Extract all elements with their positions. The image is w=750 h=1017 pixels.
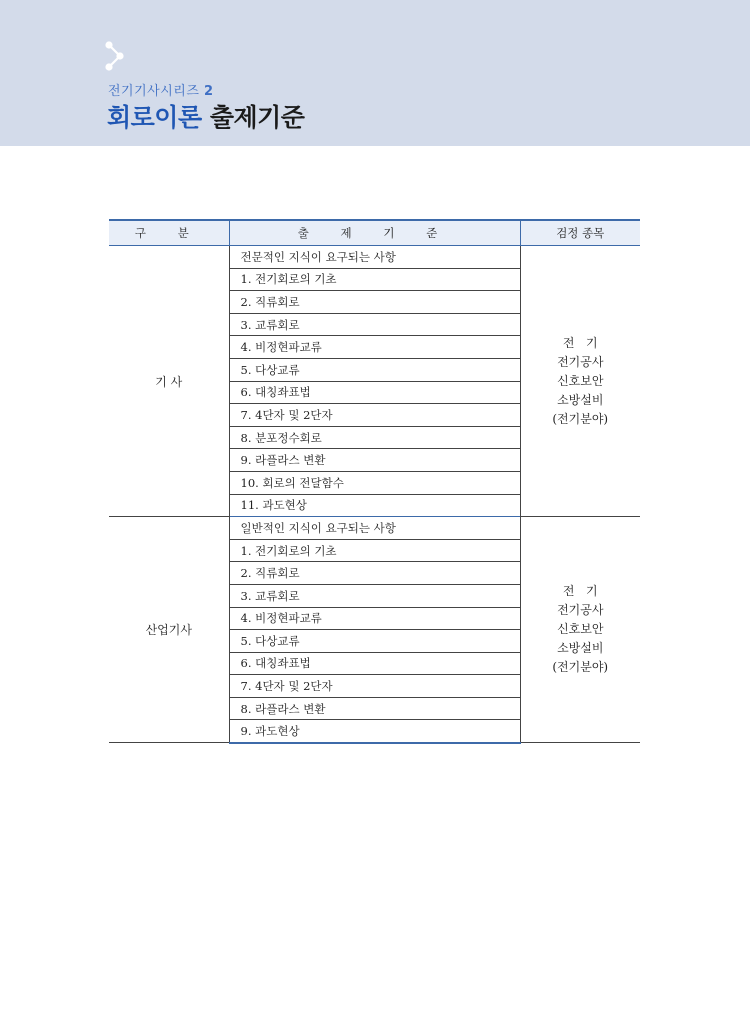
criteria-item: 4. 비정현파교류 (229, 336, 520, 359)
column-header-subjects: 검정 종목 (520, 220, 640, 246)
page-title (107, 98, 304, 134)
share-icon (104, 40, 126, 72)
subject-line: 전 기 (562, 335, 598, 350)
column-header-category: 구 분 (109, 220, 229, 246)
criteria-item: 9. 과도현상 (229, 720, 520, 743)
criteria-item: 8. 분포정수회로 (229, 426, 520, 449)
criteria-item: 2. 직류회로 (229, 291, 520, 314)
subjects-cell (520, 246, 640, 517)
series-name: 전기기사시리즈 (108, 84, 200, 99)
category-label: 기 사 (155, 374, 183, 389)
subject-line: 소방설비 (557, 641, 604, 656)
criteria-item: 4. 비정현파교류 (229, 607, 520, 630)
criteria-item: 11. 과도현상 (229, 494, 520, 517)
subject-line: 전기공사 (557, 354, 604, 369)
title-accent: 회로이론 (107, 103, 202, 132)
criteria-item: 7. 4단자 및 2단자 (229, 404, 520, 427)
criteria-lead: 전문적인 지식이 요구되는 사항 (229, 246, 520, 269)
criteria-item: 1. 전기회로의 기초 (229, 268, 520, 291)
criteria-item: 6. 대칭좌표법 (229, 652, 520, 675)
criteria-item: 7. 4단자 및 2단자 (229, 675, 520, 698)
column-header-criteria: 출 제 기 준 (229, 220, 520, 246)
subject-line: 전기공사 (557, 603, 604, 618)
table-row (109, 246, 640, 269)
criteria-lead: 일반적인 지식이 요구되는 사항 (229, 517, 520, 540)
criteria-item: 3. 교류회로 (229, 313, 520, 336)
criteria-item: 9. 라플라스 변환 (229, 449, 520, 472)
series-number: 2 (204, 84, 214, 99)
table-row (109, 517, 640, 540)
category-cell (109, 517, 229, 743)
subject-line: (전기분야) (552, 660, 609, 675)
criteria-item: 1. 전기회로의 기초 (229, 539, 520, 562)
title-rest: 출제기준 (209, 103, 305, 132)
series-label (108, 80, 214, 99)
category-label: 산업기사 (145, 623, 192, 638)
table-header-row (109, 220, 640, 246)
subjects-cell (520, 517, 640, 743)
subject-line: (전기분야) (552, 411, 609, 426)
subject-line: 전 기 (562, 584, 598, 599)
criteria-item: 3. 교류회로 (229, 584, 520, 607)
criteria-item: 6. 대칭좌표법 (229, 381, 520, 404)
criteria-item: 5. 다상교류 (229, 358, 520, 381)
subject-line: 소방설비 (557, 392, 604, 407)
criteria-item: 5. 다상교류 (229, 630, 520, 653)
criteria-item: 10. 회로의 전달함수 (229, 471, 520, 494)
subject-line: 신호보안 (557, 622, 604, 637)
criteria-item: 8. 라플라스 변환 (229, 697, 520, 720)
criteria-item: 2. 직류회로 (229, 562, 520, 585)
criteria-table (109, 219, 640, 744)
category-cell (109, 246, 229, 517)
subject-line: 신호보안 (557, 373, 604, 388)
